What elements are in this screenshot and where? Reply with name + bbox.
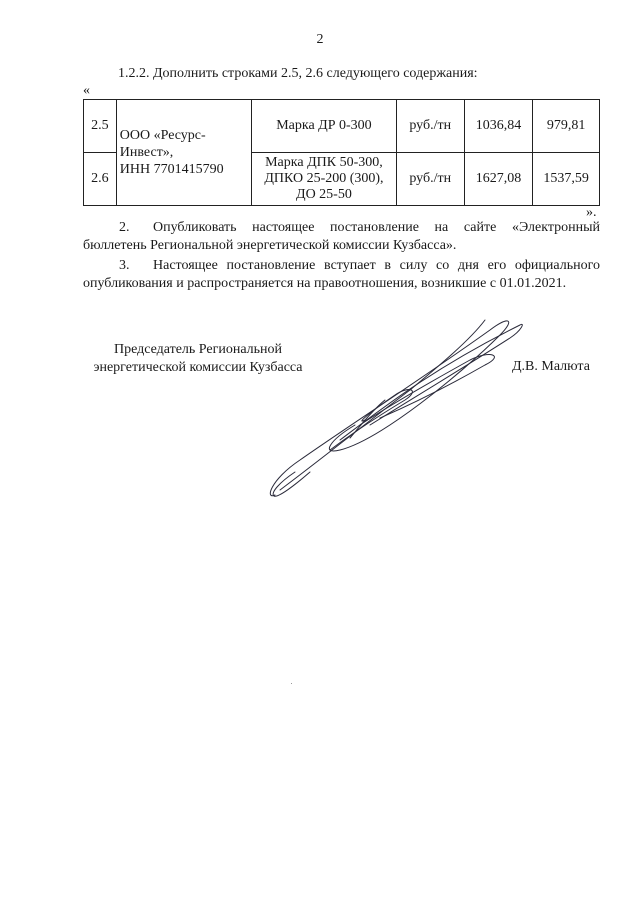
product-mark-line: ДПКО 25-200 (300), [264,171,384,186]
page-number: 2 [316,32,324,47]
value-cell: 1036,84 [464,100,533,153]
intro-text: 1.2.2. Дополнить строками 2.5, 2.6 следующего содержания: [118,66,478,81]
value-cell: 1627,08 [464,153,533,206]
product-mark-line: ДО 25-50 [296,187,352,202]
organization-name: ООО «Ресурс- [119,128,206,143]
row-number: 2.5 [84,100,117,153]
unit-cell: руб./тн [396,153,464,206]
close-quote: ». [586,205,597,220]
paragraph-number: 3. [119,258,130,273]
product-mark [252,153,396,206]
paragraph-effective [83,257,600,293]
organization-name-cont: Инвест», [119,145,174,160]
paragraph-text: Опубликовать настоящее постановление на сайте «Электронный бюллетень Региональной энергетической комиссии Кузбасса». [83,220,600,253]
value-cell: 1537,59 [533,153,600,206]
open-quote: « [83,83,90,98]
product-mark: Марка ДР 0-300 [252,100,396,153]
signer-title-line: энергетической комиссии Кузбасса [93,360,303,375]
row-number: 2.6 [84,153,117,206]
product-mark-line: Марка ДПК 50-300, [265,155,383,170]
scan-speck [291,683,292,684]
value-cell: 979,81 [533,100,600,153]
handwritten-signature [260,300,530,510]
signer-title-line: Председатель Региональной [113,342,283,357]
paragraph-number: 2. [119,220,130,235]
paragraph-publish [83,219,600,255]
unit-cell: руб./тн [396,100,464,153]
table-row [84,100,600,153]
organization-cell [116,100,251,206]
tariff-table [83,99,600,206]
paragraph-text: Настоящее постановление вступает в силу со дня его официального опубликования и распространяется на правоотношения, возникшие с 01.01.2021. [83,258,600,291]
signer-name: Д.В. Малюта [512,359,590,374]
organization-inn: ИНН 7701415790 [119,162,224,177]
